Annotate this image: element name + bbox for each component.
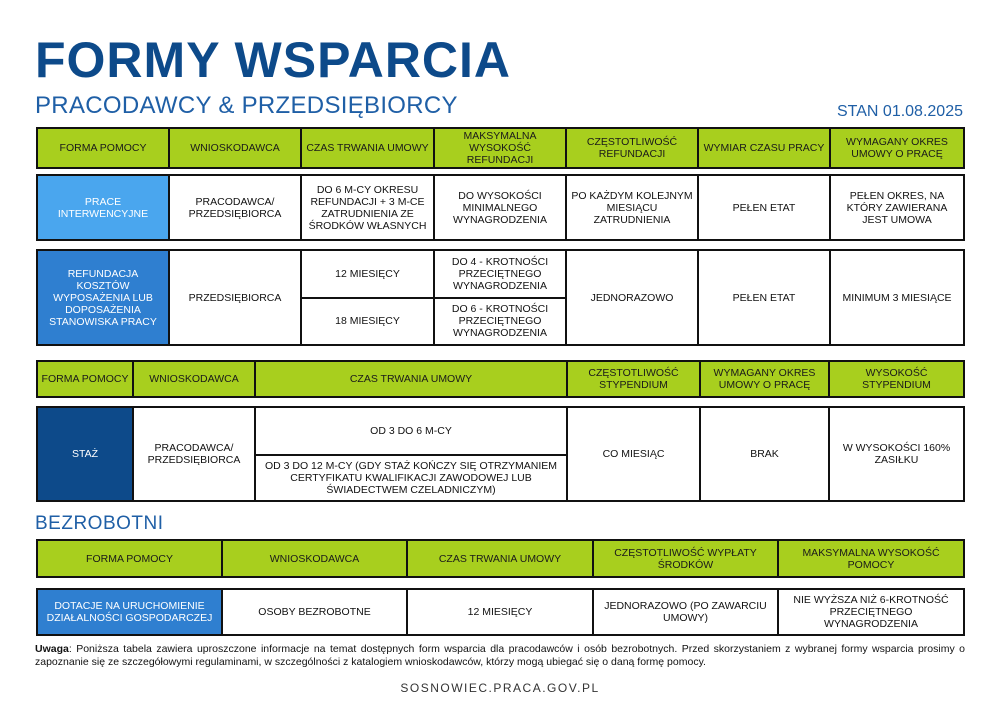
- table-cell: CO MIESIĄC: [567, 407, 700, 501]
- table-cell: 12 MIESIĘCY: [407, 589, 593, 635]
- table-cell-label: STAŻ: [37, 407, 133, 501]
- section-title-bezrobotni: BEZROBOTNI: [35, 513, 164, 534]
- table-cell: MINIMUM 3 MIESIĄCE: [830, 250, 964, 345]
- table-cell: PO KAŻDYM KOLEJNYM MIESIĄCU ZATRUDNIENIA: [566, 175, 698, 240]
- table3-header-cell: WNIOSKODAWCA: [222, 540, 407, 577]
- table-cell: PRACODAWCA/ PRZEDSIĘBIORCA: [133, 407, 255, 501]
- table-cell: BRAK: [700, 407, 829, 501]
- table1-header-cell: WNIOSKODAWCA: [169, 128, 301, 168]
- table2-header-cell: WNIOSKODAWCA: [133, 361, 255, 397]
- table-cell: PEŁEN ETAT: [698, 250, 830, 345]
- table3-row-dotacje: [36, 588, 965, 636]
- table3-header-cell: FORMA POMOCY: [37, 540, 222, 577]
- table-cell: W WYSOKOŚCI 160% ZASIŁKU: [829, 407, 964, 501]
- page-subtitle: PRACODAWCY & PRZEDSIĘBIORCY: [35, 92, 458, 119]
- table1-row-prace: [36, 174, 965, 241]
- table2-header-cell: FORMA POMOCY: [37, 361, 133, 397]
- table-cell: 18 MIESIĘCY: [301, 298, 434, 346]
- table3-header-cell: CZĘSTOTLIWOŚĆ WYPŁATY ŚRODKÓW: [593, 540, 778, 577]
- table1-header-cell: CZĘSTOTLIWOŚĆ REFUNDACJI: [566, 128, 698, 168]
- table-cell: OD 3 DO 6 M-CY: [255, 407, 567, 455]
- table-cell-label: PRACE INTERWENCYJNE: [37, 175, 169, 240]
- table-cell: PRZEDSIĘBIORCA: [169, 250, 301, 345]
- status-date: STAN 01.08.2025: [836, 103, 963, 120]
- note-label: Uwaga: [35, 643, 69, 655]
- table-cell: DO 4 - KROTNOŚCI PRZECIĘTNEGO WYNAGRODZENIA: [434, 250, 566, 298]
- table-cell: PEŁEN ETAT: [698, 175, 830, 240]
- table3-header-cell: CZAS TRWANIA UMOWY: [407, 540, 593, 577]
- table1-header-cell: MAKSYMALNA WYSOKOŚĆ REFUNDACJI: [434, 128, 566, 168]
- table2-row-staz: [36, 406, 965, 502]
- table1-header: [36, 127, 965, 169]
- table-cell-label: DOTACJE NA URUCHOMIENIE DZIAŁALNOŚCI GOSPODARCZEJ: [37, 589, 222, 635]
- table1-header-cell: WYMAGANY OKRES UMOWY O PRACĘ: [830, 128, 964, 168]
- table3-header: [36, 539, 965, 578]
- table-cell-label: REFUNDACJA KOSZTÓW WYPOSAŻENIA LUB DOPOSAŻENIA STANOWISKA PRACY: [37, 250, 169, 345]
- table-cell: DO 6 M-CY OKRESU REFUNDACJI + 3 M-CE ZATRUDNIENIA ZE ŚRODKÓW WŁASNYCH: [301, 175, 434, 240]
- table-cell: JEDNORAZOWO (PO ZAWARCIU UMOWY): [593, 589, 778, 635]
- table3-header-cell: MAKSYMALNA WYSOKOŚĆ POMOCY: [778, 540, 964, 577]
- disclaimer-note: [35, 643, 965, 669]
- table-cell: DO 6 - KROTNOŚCI PRZECIĘTNEGO WYNAGRODZENIA: [434, 298, 566, 346]
- table-cell: NIE WYŻSZA NIŻ 6-KROTNOŚĆ PRZECIĘTNEGO WYNAGRODZENIA: [778, 589, 964, 635]
- table-cell: DO WYSOKOŚCI MINIMALNEGO WYNAGRODZENIA: [434, 175, 566, 240]
- table1-header-cell: FORMA POMOCY: [37, 128, 169, 168]
- table2-header-cell: WYMAGANY OKRES UMOWY O PRACĘ: [700, 361, 829, 397]
- note-text: : Poniższa tabela zawiera uproszczone informacje na temat dostępnych form wsparcia dla pracodawców i osób bezrobotnych. Przed skorzystaniem z wybranej formy wsparcia prosimy o zapoznanie się ze szczegółowymi regulaminami, w szczególności z katalogiem wnioskodawców, którzy mogą ubiegać się o daną formę pomocy.: [35, 643, 965, 668]
- table-cell: 12 MIESIĘCY: [301, 250, 434, 298]
- table2-header-cell: CZĘSTOTLIWOŚĆ STYPENDIUM: [567, 361, 700, 397]
- table-cell: JEDNORAZOWO: [566, 250, 698, 345]
- table1-header-cell: WYMIAR CZASU PRACY: [698, 128, 830, 168]
- table-cell: OSOBY BEZROBOTNE: [222, 589, 407, 635]
- table-cell: PEŁEN OKRES, NA KTÓRY ZAWIERANA JEST UMOWA: [830, 175, 964, 240]
- page-title: FORMY WSPARCIA: [35, 32, 512, 88]
- table2-header-cell: CZAS TRWANIA UMOWY: [255, 361, 567, 397]
- table1-header-cell: CZAS TRWANIA UMOWY: [301, 128, 434, 168]
- footer-url: SOSNOWIEC.PRACA.GOV.PL: [400, 681, 600, 695]
- table2-header: [36, 360, 965, 398]
- table1-row-refundacja: [36, 249, 965, 346]
- table2-header-cell: WYSOKOŚĆ STYPENDIUM: [829, 361, 964, 397]
- table-cell: PRACODAWCA/ PRZEDSIĘBIORCA: [169, 175, 301, 240]
- table-cell: OD 3 DO 12 M-CY (GDY STAŻ KOŃCZY SIĘ OTRZYMANIEM CERTYFIKATU KWALIFIKACJI ZAWODOWEJ LUB ŚWIADECTWEM CZELADNICZYM): [255, 455, 567, 501]
